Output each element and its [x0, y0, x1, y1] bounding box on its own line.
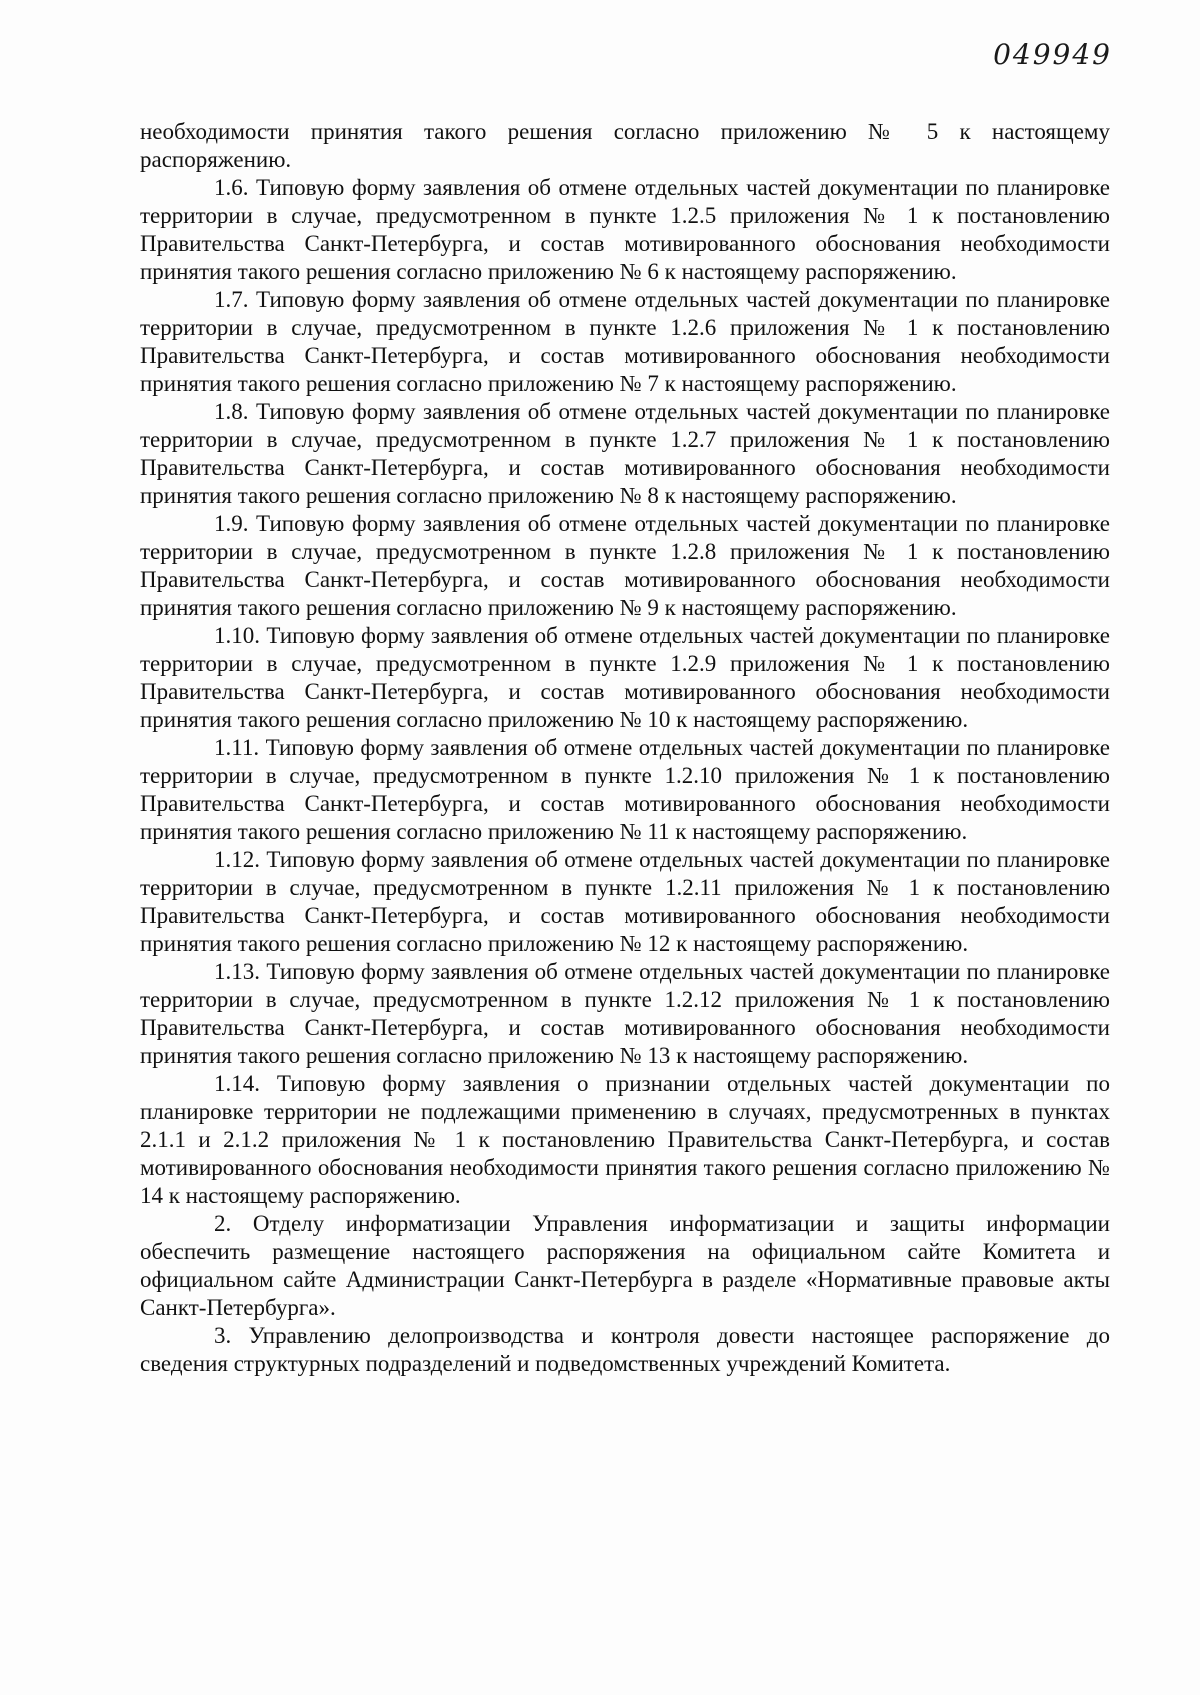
paragraph-continuation: необходимости принятия такого решения согласно приложению № 5 к настоящему распоряжению.	[140, 119, 1110, 172]
paragraph-1-10: 1.10. Типовую форму заявления об отмене отдельных частей документации по планировке территории в случае, предусмотренном в пункте 1.2.9 приложения № 1 к постановлению Правительства Санкт-Петербурга, и состав мотивированного обоснования необходимости принятия такого решения согласно приложению № 10 к настоящему распоряжению.	[140, 623, 1110, 732]
paragraph-1-12: 1.12. Типовую форму заявления об отмене отдельных частей документации по планировке территории в случае, предусмотренном в пункте 1.2.11 приложения № 1 к постановлению Правительства Санкт-Петербурга, и состав мотивированного обоснования необходимости принятия такого решения согласно приложению № 12 к настоящему распоряжению.	[140, 847, 1110, 956]
paragraph-1-9: 1.9. Типовую форму заявления об отмене отдельных частей документации по планировке территории в случае, предусмотренном в пункте 1.2.8 приложения № 1 к постановлению Правительства Санкт-Петербурга, и состав мотивированного обоснования необходимости принятия такого решения согласно приложению № 9 к настоящему распоряжению.	[140, 511, 1110, 620]
paragraph-1-8: 1.8. Типовую форму заявления об отмене отдельных частей документации по планировке территории в случае, предусмотренном в пункте 1.2.7 приложения № 1 к постановлению Правительства Санкт-Петербурга, и состав мотивированного обоснования необходимости принятия такого решения согласно приложению № 8 к настоящему распоряжению.	[140, 399, 1110, 508]
document-body	[140, 118, 1110, 1378]
paragraph-1-13: 1.13. Типовую форму заявления об отмене отдельных частей документации по планировке территории в случае, предусмотренном в пункте 1.2.12 приложения № 1 к постановлению Правительства Санкт-Петербурга, и состав мотивированного обоснования необходимости принятия такого решения согласно приложению № 13 к настоящему распоряжению.	[140, 959, 1110, 1068]
handwritten-stamp-number: 049949	[993, 38, 1112, 71]
paragraph-2: 2. Отделу информатизации Управления информатизации и защиты информации обеспечить размещение настоящего распоряжения на официальном сайте Комитета и официальном сайте Администрации Санкт-Петербурга в разделе «Нормативные правовые акты Санкт-Петербурга».	[140, 1211, 1110, 1320]
paragraph-1-11: 1.11. Типовую форму заявления об отмене отдельных частей документации по планировке территории в случае, предусмотренном в пункте 1.2.10 приложения № 1 к постановлению Правительства Санкт-Петербурга, и состав мотивированного обоснования необходимости принятия такого решения согласно приложению № 11 к настоящему распоряжению.	[140, 735, 1110, 844]
paragraph-1-6: 1.6. Типовую форму заявления об отмене отдельных частей документации по планировке территории в случае, предусмотренном в пункте 1.2.5 приложения № 1 к постановлению Правительства Санкт-Петербурга, и состав мотивированного обоснования необходимости принятия такого решения согласно приложению № 6 к настоящему распоряжению.	[140, 175, 1110, 284]
paragraph-1-7: 1.7. Типовую форму заявления об отмене отдельных частей документации по планировке территории в случае, предусмотренном в пункте 1.2.6 приложения № 1 к постановлению Правительства Санкт-Петербурга, и состав мотивированного обоснования необходимости принятия такого решения согласно приложению № 7 к настоящему распоряжению.	[140, 287, 1110, 396]
paragraph-1-14: 1.14. Типовую форму заявления о признании отдельных частей документации по планировке территории не подлежащими применению в случаях, предусмотренных в пунктах 2.1.1 и 2.1.2 приложения № 1 к постановлению Правительства Санкт-Петербурга, и состав мотивированного обоснования необходимости принятия такого решения согласно приложению № 14 к настоящему распоряжению.	[140, 1071, 1110, 1208]
paragraph-3: 3. Управлению делопроизводства и контроля довести настоящее распоряжение до сведения структурных подразделений и подведомственных учреждений Комитета.	[140, 1323, 1110, 1376]
